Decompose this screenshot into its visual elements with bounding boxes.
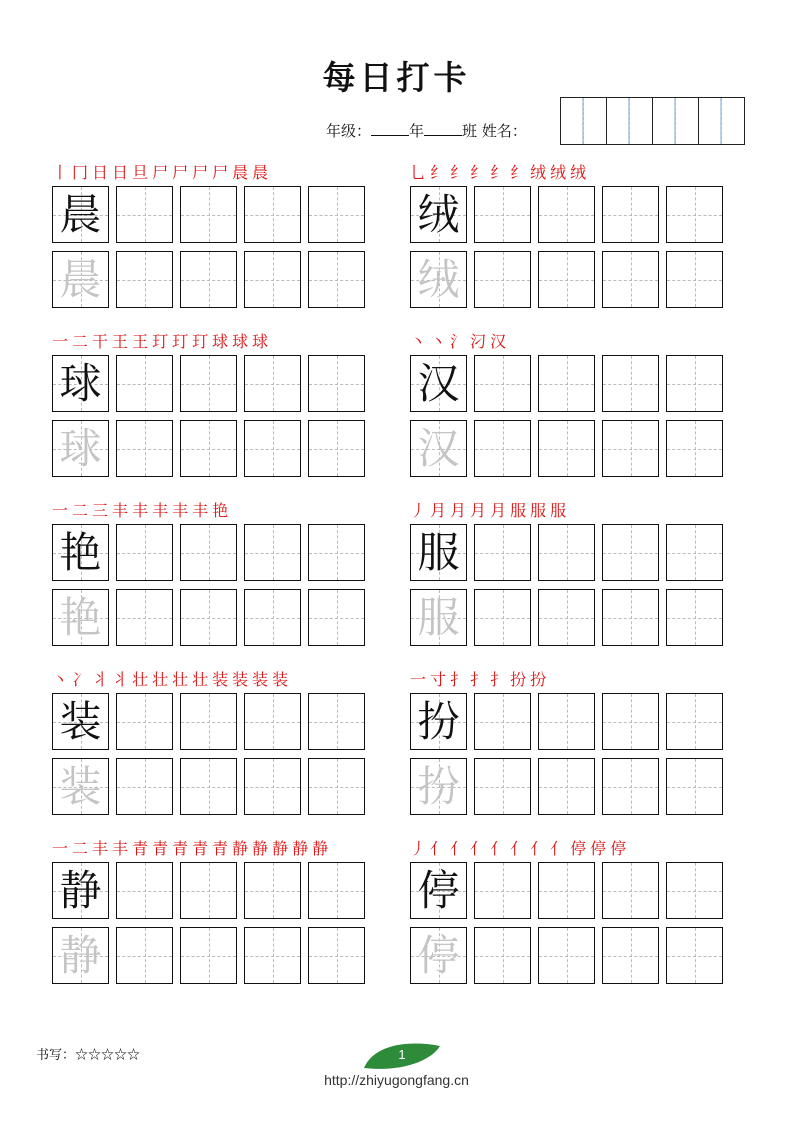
stroke-step: 丿 [410,501,428,520]
writing-box[interactable] [308,589,365,646]
writing-box[interactable] [666,524,723,581]
trace-char-box [410,758,467,815]
stroke-step: 王 [132,332,150,351]
stroke-step: 绒 [550,163,568,182]
stroke-step: 停 [570,839,588,858]
writing-box[interactable] [180,251,237,308]
writing-box[interactable] [244,186,301,243]
writing-box[interactable] [116,862,173,919]
trace-char-box [52,420,109,477]
stroke-step: 静 [292,839,310,858]
trace-character: 停 [417,930,460,980]
stroke-step: 丨 [52,163,70,182]
character-block [52,498,377,646]
writing-box[interactable] [244,927,301,984]
stroke-step: 寸 [430,670,448,689]
stroke-order [410,667,735,689]
stroke-step: 玎 [172,332,190,351]
trace-char-box [410,420,467,477]
trace-row [52,927,377,984]
trace-char-box [410,251,467,308]
stroke-step: 一 [52,501,70,520]
writing-box[interactable] [244,862,301,919]
character-block [410,160,735,308]
character-block [410,329,735,477]
trace-char-box [52,589,109,646]
stroke-step: 二 [72,332,90,351]
model-char-box [410,355,467,412]
character-block [410,667,735,815]
student-info-line [326,120,527,141]
writing-box[interactable] [474,524,531,581]
stroke-step: 尸 [212,163,230,182]
stroke-step: 晨 [252,163,270,182]
stroke-step: 日 [92,163,110,182]
stroke-step: 亻 [490,839,508,858]
model-character: 汉 [417,358,460,408]
writing-box[interactable] [666,186,723,243]
writing-rating [36,1044,140,1063]
stroke-order [410,836,735,858]
trace-row [410,589,735,646]
model-row [410,862,735,919]
stroke-step: 丰 [192,501,210,520]
writing-box[interactable] [308,927,365,984]
model-row [410,186,735,243]
stroke-step: 静 [232,839,250,858]
model-character: 艳 [59,527,102,577]
year-label: 年 [409,122,425,140]
character-block [52,160,377,308]
writing-box[interactable] [666,251,723,308]
stroke-step: 扌 [450,670,468,689]
stroke-step: 纟 [430,163,448,182]
writing-box[interactable] [602,758,659,815]
stroke-step: 青 [192,839,210,858]
stroke-step: 青 [212,839,230,858]
model-character: 晨 [59,189,102,239]
stroke-step: 丰 [112,839,130,858]
writing-box[interactable] [180,355,237,412]
trace-char-box [52,251,109,308]
model-character: 球 [59,358,102,408]
stroke-step: 亻 [550,839,568,858]
stroke-step: 服 [530,501,548,520]
writing-box[interactable] [308,758,365,815]
writing-box[interactable] [116,251,173,308]
writing-box[interactable] [180,862,237,919]
trace-character: 绒 [417,254,460,304]
trace-row [52,420,377,477]
writing-box[interactable] [666,862,723,919]
stroke-step: 扌 [490,670,508,689]
trace-character: 服 [417,592,460,642]
stroke-step: 月 [430,501,448,520]
writing-box[interactable] [116,524,173,581]
writing-box[interactable] [474,251,531,308]
stroke-step: 静 [312,839,330,858]
character-block [52,836,377,984]
model-char-box [410,693,467,750]
footer-url[interactable]: http://zhiyugongfang.cn [324,1072,469,1088]
stroke-step: 汈 [470,332,488,351]
stroke-step: 丰 [112,501,130,520]
writing-box[interactable] [244,420,301,477]
writing-box[interactable] [116,420,173,477]
character-block [410,836,735,984]
writing-box[interactable] [538,927,595,984]
stroke-order [52,836,377,858]
stroke-step: 绒 [570,163,588,182]
writing-box[interactable] [474,186,531,243]
writing-box[interactable] [538,251,595,308]
stroke-step: 乚 [410,163,428,182]
trace-char-box [52,758,109,815]
writing-box[interactable] [666,589,723,646]
stroke-step: 丰 [132,501,150,520]
stroke-step: 玎 [152,332,170,351]
stroke-step: 纟 [450,163,468,182]
writing-box[interactable] [244,758,301,815]
stroke-order [52,667,377,689]
stroke-step: 丬 [112,670,130,689]
stroke-step: 月 [450,501,468,520]
stroke-step: 氵 [450,332,468,351]
model-char-box [410,524,467,581]
writing-box[interactable] [666,693,723,750]
model-char-box [410,862,467,919]
writing-box[interactable] [602,420,659,477]
stroke-order [52,498,377,520]
stroke-step: 壮 [152,670,170,689]
writing-box[interactable] [474,927,531,984]
writing-box[interactable] [116,355,173,412]
trace-row [52,758,377,815]
writing-box[interactable] [474,589,531,646]
writing-box[interactable] [538,862,595,919]
writing-box[interactable] [116,693,173,750]
stroke-step: 亻 [450,839,468,858]
trace-character: 汉 [417,423,460,473]
trace-character: 艳 [59,592,102,642]
stroke-step: 亻 [510,839,528,858]
model-row [410,355,735,412]
writing-box[interactable] [474,420,531,477]
stroke-step: 停 [590,839,608,858]
writing-box[interactable] [602,589,659,646]
writing-box[interactable] [602,186,659,243]
writing-box[interactable] [308,355,365,412]
model-row [52,355,377,412]
writing-box[interactable] [308,251,365,308]
writing-box[interactable] [538,420,595,477]
stroke-step: 二 [72,501,90,520]
writing-box[interactable] [474,693,531,750]
stroke-step: 壮 [192,670,210,689]
model-char-box [52,862,109,919]
trace-char-box [410,589,467,646]
name-writing-boxes[interactable] [560,97,745,145]
writing-box[interactable] [308,524,365,581]
stroke-step: 装 [272,670,290,689]
writing-box[interactable] [538,355,595,412]
model-row [410,524,735,581]
stroke-step: 晨 [232,163,250,182]
stroke-step: 扮 [510,670,528,689]
stroke-step: 青 [172,839,190,858]
stroke-step: 冫 [72,670,90,689]
stroke-step: 丿 [410,839,428,858]
model-char-box [52,524,109,581]
writing-box[interactable] [666,355,723,412]
stroke-step: 汉 [490,332,508,351]
writing-box[interactable] [666,420,723,477]
model-character: 停 [417,865,460,915]
stroke-step: 日 [112,163,130,182]
stroke-step: 壮 [132,670,150,689]
trace-char-box [52,927,109,984]
stroke-step: 纟 [490,163,508,182]
writing-box[interactable] [474,758,531,815]
trace-character: 静 [59,930,102,980]
stroke-step: 球 [252,332,270,351]
trace-row [410,420,735,477]
model-character: 静 [59,865,102,915]
writing-box[interactable] [602,693,659,750]
writing-box[interactable] [180,186,237,243]
writing-box[interactable] [116,186,173,243]
stroke-step: 三 [92,501,110,520]
model-character: 装 [59,696,102,746]
writing-box[interactable] [180,927,237,984]
writing-box[interactable] [308,862,365,919]
trace-row [52,589,377,646]
name-cell[interactable] [699,98,744,144]
stroke-step: 丰 [152,501,170,520]
stroke-step: 亻 [530,839,548,858]
writing-box[interactable] [244,693,301,750]
writing-box[interactable] [180,524,237,581]
writing-box[interactable] [602,524,659,581]
writing-box[interactable] [666,758,723,815]
stroke-step: 月 [490,501,508,520]
writing-box[interactable] [116,589,173,646]
stroke-step: 尸 [152,163,170,182]
stroke-step: 王 [112,332,130,351]
stroke-step: 亻 [430,839,448,858]
stroke-step: 扌 [470,670,488,689]
trace-char-box [410,927,467,984]
page-number: 1 [398,1047,406,1062]
model-row [410,693,735,750]
writing-box[interactable] [180,420,237,477]
rating-stars[interactable]: ☆☆☆☆☆ [75,1048,141,1063]
character-block [410,498,735,646]
writing-box[interactable] [538,589,595,646]
stroke-step: 一 [410,670,428,689]
writing-box[interactable] [308,420,365,477]
class-blank[interactable] [424,121,462,136]
writing-box[interactable] [602,862,659,919]
stroke-step: 丶 [52,670,70,689]
stroke-order [410,160,735,182]
stroke-step: 艳 [212,501,230,520]
stroke-step: 尸 [192,163,210,182]
stroke-step: 一 [52,839,70,858]
model-char-box [52,186,109,243]
stroke-step: 青 [152,839,170,858]
writing-box[interactable] [180,589,237,646]
stroke-step: 球 [232,332,250,351]
stroke-step: 停 [610,839,628,858]
model-row [52,524,377,581]
stroke-step: 干 [92,332,110,351]
model-character: 扮 [417,696,460,746]
writing-box[interactable] [180,693,237,750]
trace-character: 晨 [59,254,102,304]
stroke-step: 丰 [172,501,190,520]
stroke-order [410,498,735,520]
writing-box[interactable] [666,927,723,984]
trace-character: 装 [59,761,102,811]
stroke-step: 亻 [470,839,488,858]
stroke-step: 旦 [132,163,150,182]
model-character: 绒 [417,189,460,239]
trace-row [52,251,377,308]
writing-box[interactable] [244,524,301,581]
stroke-step: 玎 [192,332,210,351]
stroke-order [410,329,735,351]
stroke-step: 丬 [92,670,110,689]
stroke-step: 冂 [72,163,90,182]
character-block [52,667,377,815]
writing-box[interactable] [180,758,237,815]
writing-box[interactable] [602,927,659,984]
stroke-step: 静 [272,839,290,858]
writing-box[interactable] [308,693,365,750]
trace-row [410,758,735,815]
stroke-step: 绒 [530,163,548,182]
writing-box[interactable] [244,589,301,646]
trace-row [410,927,735,984]
stroke-step: 装 [212,670,230,689]
page-title: 每日打卡 [322,58,471,97]
stroke-order [52,160,377,182]
trace-row [410,251,735,308]
trace-character: 球 [59,423,102,473]
model-character: 服 [417,527,460,577]
stroke-step: 静 [252,839,270,858]
writing-box[interactable] [244,251,301,308]
stroke-order [52,329,377,351]
name-label: 姓名： [481,122,527,140]
name-cell[interactable] [561,98,607,144]
model-row [52,693,377,750]
model-char-box [52,693,109,750]
writing-box[interactable] [538,758,595,815]
writing-box[interactable] [602,251,659,308]
stroke-step: 丶 [410,332,428,351]
writing-box[interactable] [308,186,365,243]
stroke-step: 青 [132,839,150,858]
writing-box[interactable] [474,862,531,919]
model-row [52,862,377,919]
model-char-box [52,355,109,412]
stroke-step: 球 [212,332,230,351]
stroke-step: 扮 [530,670,548,689]
trace-character: 扮 [417,761,460,811]
writing-box[interactable] [538,524,595,581]
stroke-step: 月 [470,501,488,520]
stroke-step: 服 [550,501,568,520]
name-cell[interactable] [653,98,699,144]
class-label: 班 [462,122,478,140]
writing-box[interactable] [474,355,531,412]
model-char-box [410,186,467,243]
writing-box[interactable] [538,693,595,750]
name-cell[interactable] [607,98,653,144]
stroke-step: 丰 [92,839,110,858]
stroke-step: 装 [252,670,270,689]
stroke-step: 服 [510,501,528,520]
stroke-step: 装 [232,670,250,689]
writing-box[interactable] [244,355,301,412]
rating-label: 书写： [36,1048,76,1063]
stroke-step: 壮 [172,670,190,689]
model-row [52,186,377,243]
stroke-step: 二 [72,839,90,858]
grade-label: 年级： [326,122,372,140]
writing-box[interactable] [116,927,173,984]
stroke-step: 丶 [430,332,448,351]
writing-box[interactable] [116,758,173,815]
grade-blank[interactable] [371,121,409,136]
stroke-step: 纟 [510,163,528,182]
stroke-step: 纟 [470,163,488,182]
stroke-step: 尸 [172,163,190,182]
character-block [52,329,377,477]
writing-box[interactable] [538,186,595,243]
writing-box[interactable] [602,355,659,412]
stroke-step: 一 [52,332,70,351]
